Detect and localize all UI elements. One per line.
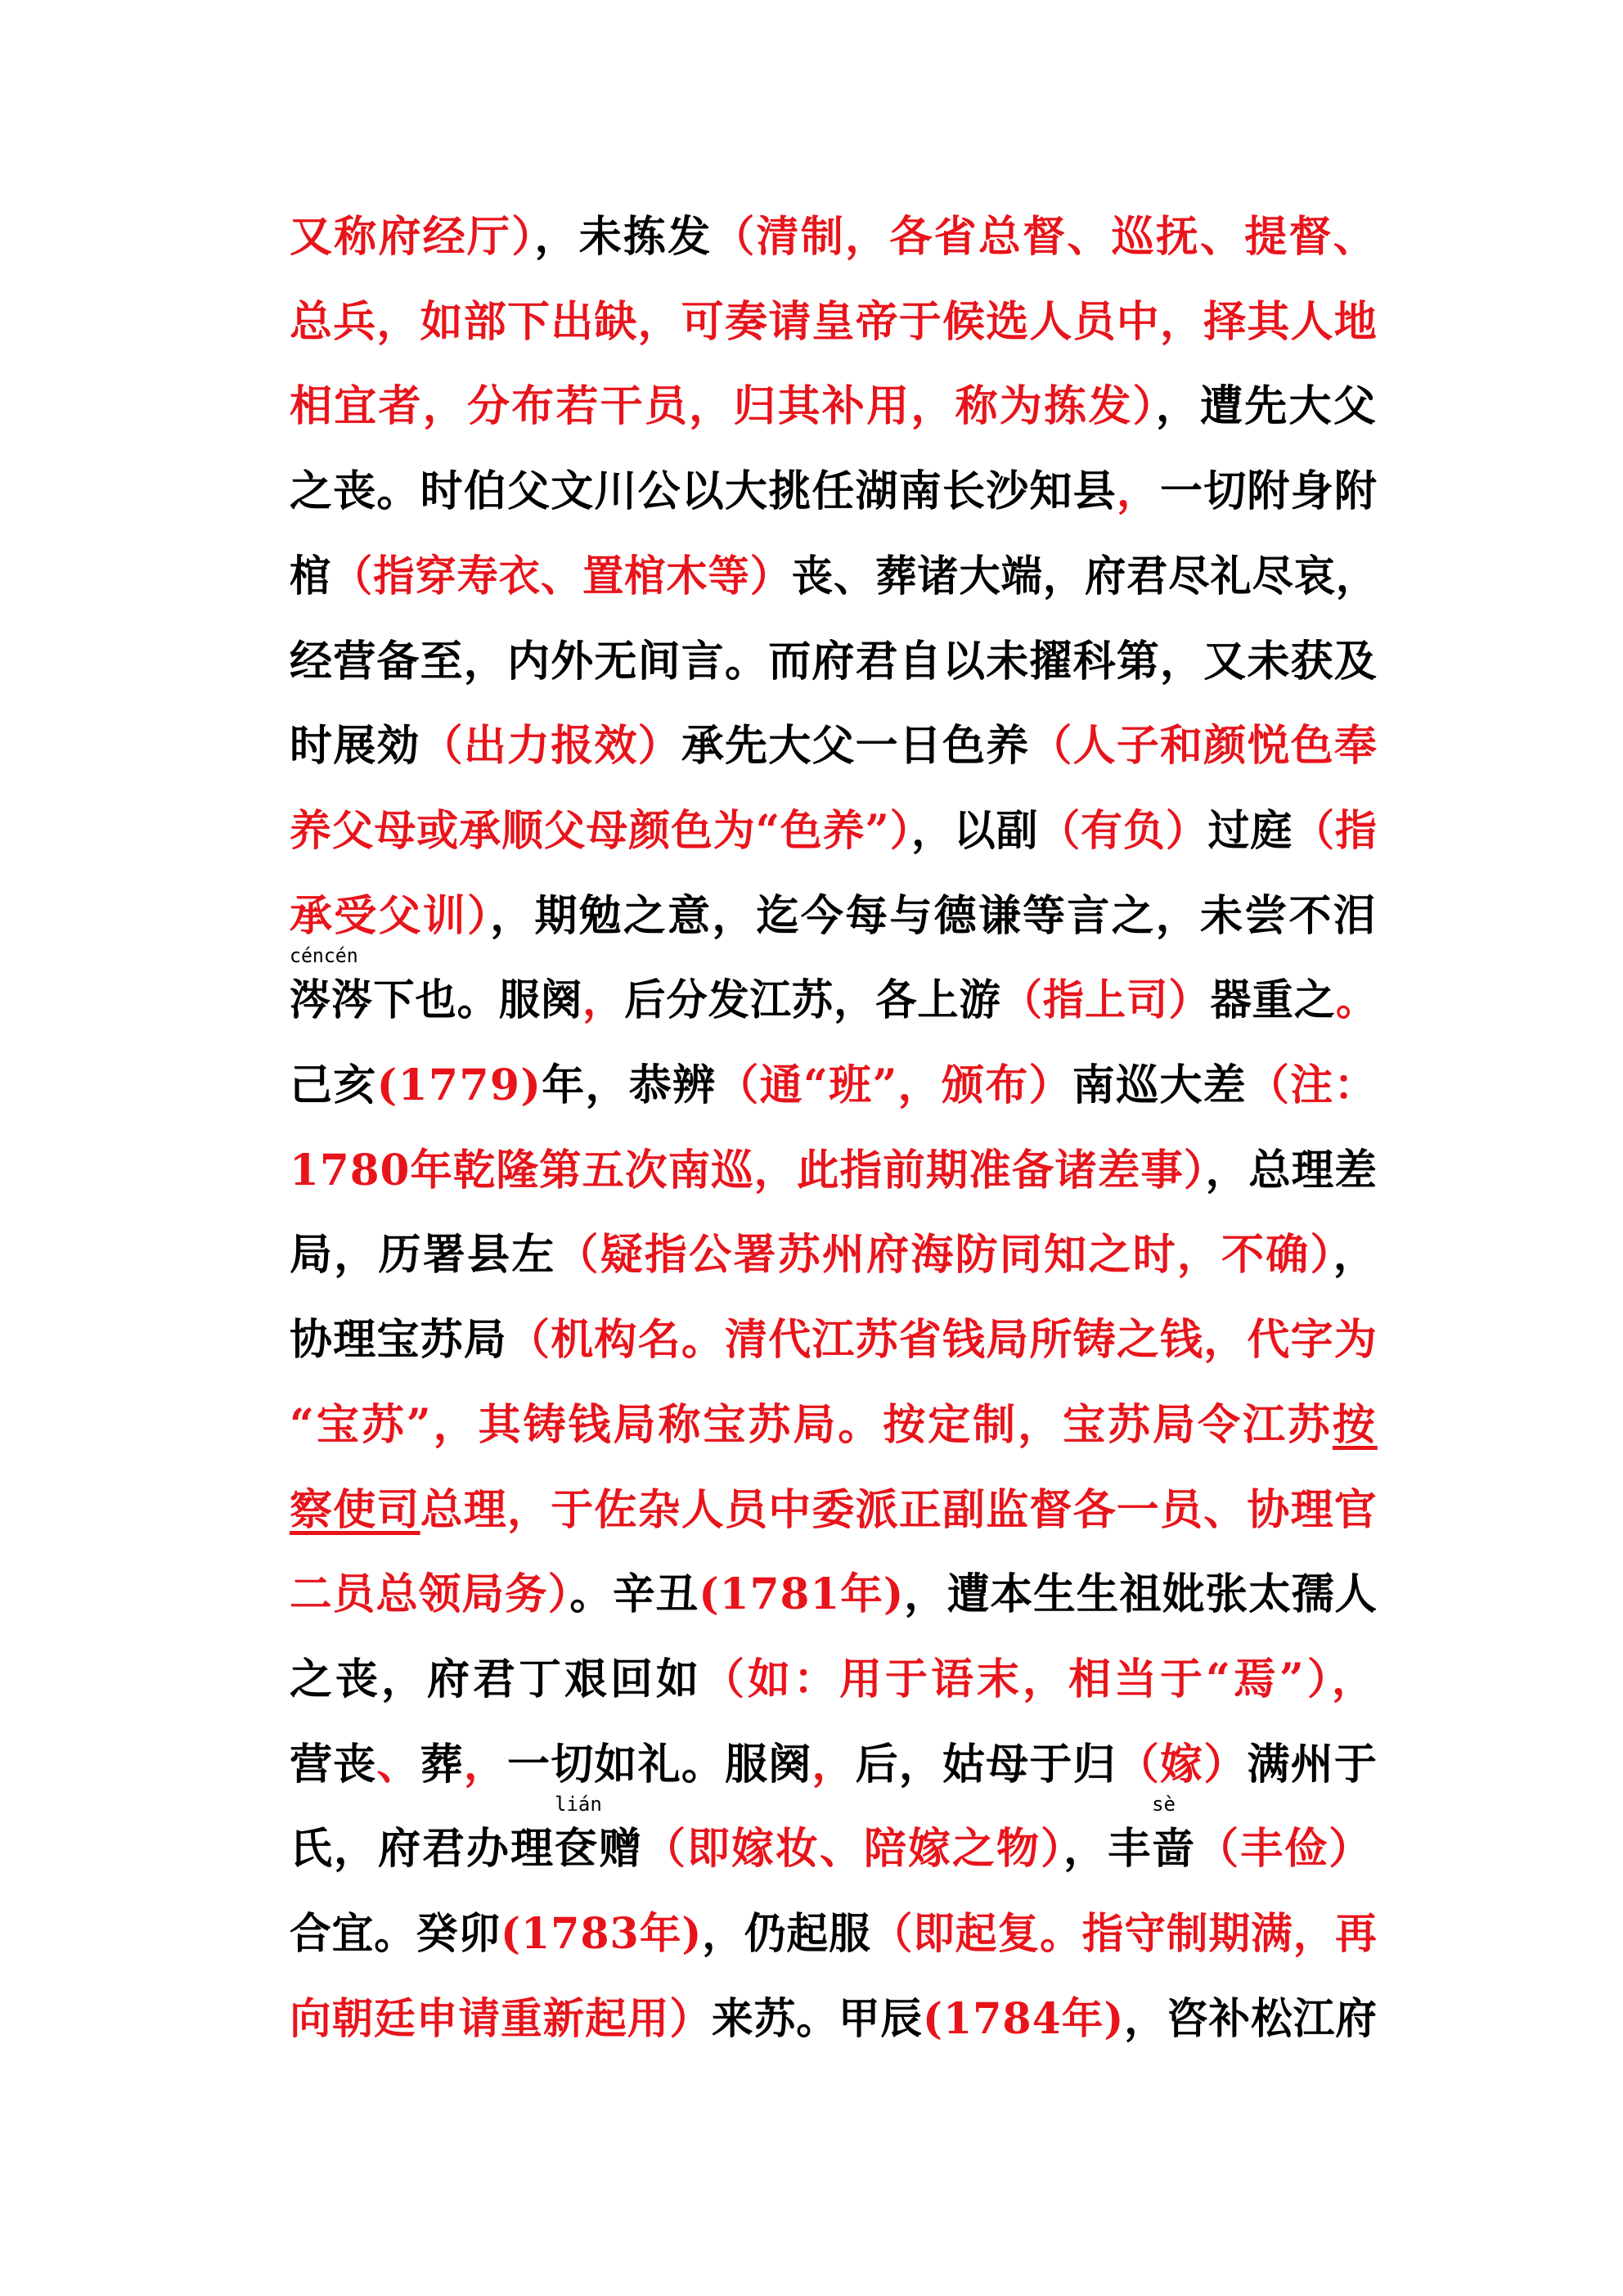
annotation-text: （有负） [1038,806,1208,856]
annotation-text: （指上司） [1000,975,1211,1025]
annotation-text: 察使司 [290,1485,420,1535]
annotation-text: 总兵，如部下出缺，可奏请皇帝于候选人员中，择其人地 [290,297,1378,347]
text-line [290,1401,1378,1450]
annotation-text: （疑指公署苏州府海防同知之时，不确） [555,1230,1333,1280]
pinyin-annotation: lián [555,1793,602,1816]
annotation-text: 总理，于佐杂人员中委派正副监督各一员、协理官 [420,1485,1378,1535]
body-text: ，以副 [911,806,1039,856]
text-line [290,722,1378,771]
text-line [290,298,1378,347]
annotation-text: （出力报效） [420,721,681,771]
text-line [290,1655,1378,1704]
body-text: 葬 [420,1740,464,1790]
body-text: ，仍起服 [702,1909,871,1959]
text-line [290,382,1378,431]
annotation-text: (1779) [376,1060,542,1110]
body-text: ， [1333,1230,1378,1280]
body-text: ，期勉之意，迄今每与德谦等言之，未尝不泪 [490,891,1378,941]
body-text: 器重之 [1210,975,1336,1025]
text-line [290,1061,1378,1110]
annotation-text: （嫁） [1116,1740,1248,1790]
text-line [290,892,1378,941]
annotation-text: “宝苏”，其铸钱局称宝苏局。按定制，宝苏局令江苏 [290,1400,1333,1450]
body-text: 丧、葬诸大端，府君尽礼尽哀， [791,551,1378,601]
text-line [290,637,1378,687]
body-text: 承先大父一日色养 [681,721,1030,771]
body-text: ，遭本生生祖妣张太孺人 [904,1569,1378,1619]
annotation-text: 二员总领局务） [290,1569,570,1619]
body-text: 氏，府君办理 [290,1824,555,1874]
annotation-text: （指 [1293,806,1378,856]
annotation-text: 相宜者，分布若干员，归其补用，称为拣发） [290,381,1156,431]
annotation-text: 承受父训） [290,891,491,941]
annotation-text: （指穿寿衣、置棺木等） [331,551,792,601]
body-text: 下也。服阕 [373,975,583,1025]
pinyin-annotation: céncén [290,944,358,967]
body-text: 后分发江苏，各上游 [624,975,1001,1025]
text-line [290,1570,1378,1619]
annotation-text: （清制，各省总督、巡抚、提督、 [712,212,1378,262]
text-line [290,467,1378,516]
body-text: 南巡大差 [1072,1060,1247,1110]
annotation-text: （注： [1246,1060,1378,1110]
annotation-text: (1781年) [699,1569,905,1619]
body-text: ，未拣发 [534,212,713,262]
body-text: 。辛丑 [569,1569,699,1619]
text-line [290,1793,1373,1874]
body-text: 棺 [290,551,332,601]
text-line [290,1910,1378,1959]
body-text: 后，姑母于归 [855,1740,1117,1790]
text-line [290,552,1378,601]
annotation-text: （机构名。清代江苏省钱局所铸之钱，代字为 [507,1315,1378,1365]
text-line [290,1146,1378,1195]
annotation-text: 向朝廷申请重新起用） [290,1994,713,2044]
text-line [290,1740,1378,1790]
annotation-text: （即起复。指守制期满，再 [870,1909,1378,1959]
annotation-text: 按 [1332,1400,1378,1450]
body-text: ，丰 [1063,1824,1153,1874]
annotation-text: 养父母或承顺父母颜色为“色养”） [290,806,912,856]
body-text: 己亥 [290,1060,377,1110]
annotation-text: （丰俭） [1196,1824,1373,1874]
ruby-annotated-text [1152,1793,1197,1874]
text-line [290,1486,1378,1535]
body-text: 涔涔 [290,975,374,1025]
annotation-text: 1780年乾隆第五次南巡，此指前期准备诸差事） [290,1146,1206,1195]
text-line [290,213,1378,262]
body-text: 局，历署县左 [290,1230,556,1280]
annotation-text: ， [463,1740,508,1790]
annotation-text: （通“班”，颁布） [716,1060,1072,1110]
body-text: 来苏。甲辰 [712,1994,924,2044]
body-text: ，遭先大父 [1155,381,1378,431]
text-line [290,1316,1378,1365]
annotation-text: (1784年) [923,1994,1125,2044]
body-text: 年，恭辨 [542,1060,717,1110]
body-text: 之丧。时伯父文川公以大挑任湖南长沙知县 [290,466,1117,516]
body-text: 营丧 [290,1740,377,1790]
annotation-text: （如：用于语末，相当于“焉”）， [702,1654,1378,1704]
body-text: 奁 [555,1824,600,1874]
ruby-annotated-text [290,944,374,1025]
body-text: ，咨补松江府 [1124,1994,1378,2044]
body-text: 赠 [599,1824,644,1874]
annotation-text: ， [582,975,625,1025]
body-text: 时展効 [290,721,420,771]
body-text: 啬 [1152,1824,1197,1874]
body-text: 一切附身附 [1160,466,1378,516]
text-line [290,1995,1378,2044]
body-text: 合宜。癸卯 [290,1909,501,1959]
text-line [290,944,1378,1025]
text-line [290,1231,1378,1280]
annotation-text: 又称府经厅） [290,212,535,262]
annotation-text: 。 [1335,975,1378,1025]
annotation-text: ， [812,1740,856,1790]
body-text: ，总理差 [1205,1146,1378,1195]
body-text: 过庭 [1207,806,1293,856]
annotation-text: （即嫁妆、陪嫁之物） [643,1824,1064,1874]
body-text: 经营备至，内外无间言。而府君自以未擢科第，又未获及 [290,637,1378,687]
annotation-text: （人子和颜悦色奉 [1029,721,1378,771]
body-text: 一切如礼。服阕 [507,1740,812,1790]
ruby-annotated-text [555,1793,602,1874]
annotation-text: ， [1116,466,1161,516]
annotation-text: 、 [376,1740,420,1790]
body-text: 满州于 [1247,1740,1378,1790]
body-text: 协理宝苏局 [290,1315,508,1365]
text-line [290,807,1378,856]
body-text: 之丧，府君丁艰回如 [290,1654,703,1704]
pinyin-annotation: sè [1152,1793,1176,1816]
annotation-text: (1783年) [501,1909,703,1959]
